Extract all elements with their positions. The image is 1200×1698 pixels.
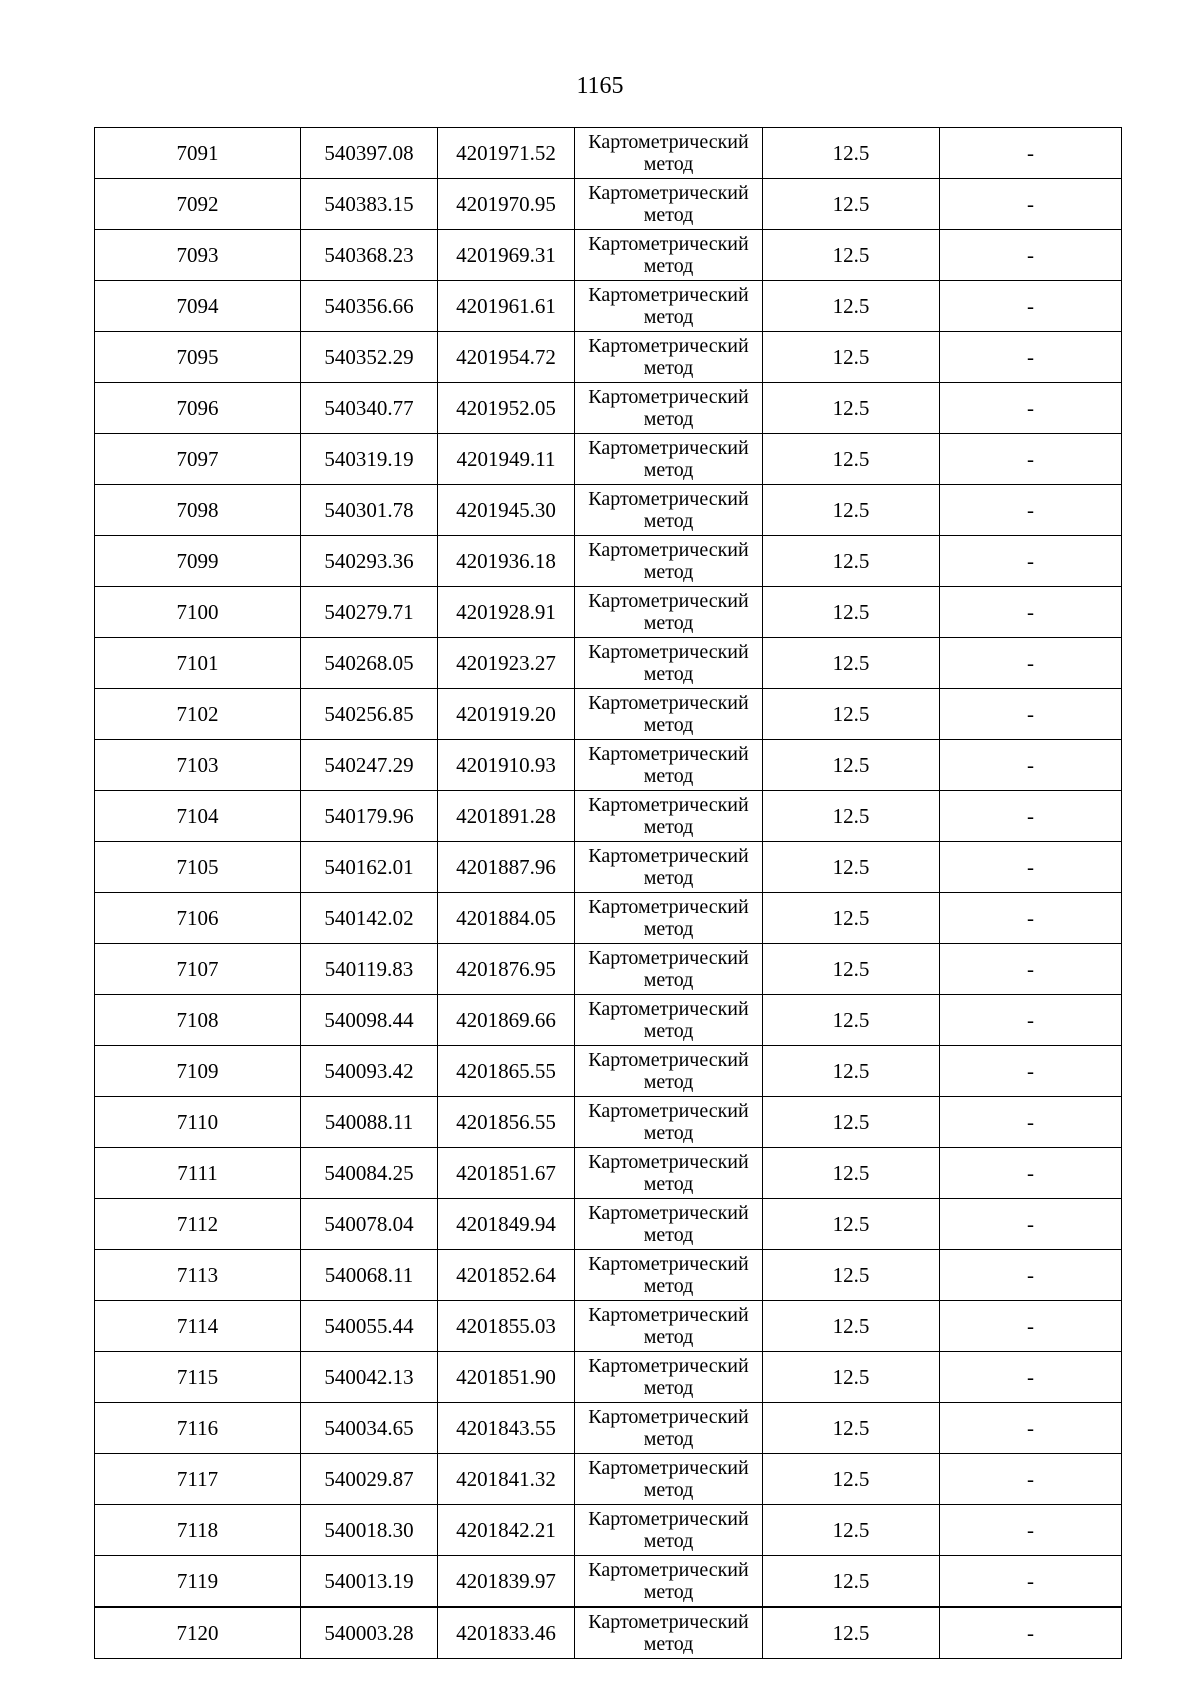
point-number-cell: 7095 bbox=[95, 332, 301, 383]
point-number-cell: 7109 bbox=[95, 1046, 301, 1097]
accuracy-cell: 12.5 bbox=[763, 281, 940, 332]
accuracy-cell: 12.5 bbox=[763, 893, 940, 944]
y-coordinate-cell: 4201841.32 bbox=[438, 1454, 575, 1505]
method-cell bbox=[575, 128, 763, 179]
accuracy-cell: 12.5 bbox=[763, 1352, 940, 1403]
method-line-1: Картометрический bbox=[588, 947, 749, 969]
method-line-2: метод bbox=[643, 1633, 694, 1655]
x-coordinate-cell: 540055.44 bbox=[301, 1301, 438, 1352]
table-row bbox=[95, 842, 1122, 893]
method-cell bbox=[575, 1046, 763, 1097]
accuracy-cell: 12.5 bbox=[763, 638, 940, 689]
x-coordinate-cell: 540356.66 bbox=[301, 281, 438, 332]
table-row bbox=[95, 995, 1122, 1046]
note-cell: - bbox=[940, 1556, 1122, 1608]
method-cell bbox=[575, 587, 763, 638]
method-line-2: метод bbox=[643, 663, 694, 685]
point-number-cell: 7106 bbox=[95, 893, 301, 944]
method-line-1: Картометрический bbox=[588, 692, 749, 714]
y-coordinate-cell: 4201855.03 bbox=[438, 1301, 575, 1352]
accuracy-cell: 12.5 bbox=[763, 1607, 940, 1659]
method-cell bbox=[575, 893, 763, 944]
method-line-1: Картометрический bbox=[588, 998, 749, 1020]
x-coordinate-cell: 540279.71 bbox=[301, 587, 438, 638]
note-cell: - bbox=[940, 383, 1122, 434]
table-row bbox=[95, 230, 1122, 281]
note-cell: - bbox=[940, 536, 1122, 587]
accuracy-cell: 12.5 bbox=[763, 128, 940, 179]
x-coordinate-cell: 540368.23 bbox=[301, 230, 438, 281]
y-coordinate-cell: 4201919.20 bbox=[438, 689, 575, 740]
accuracy-cell: 12.5 bbox=[763, 536, 940, 587]
method-cell bbox=[575, 995, 763, 1046]
point-number-cell: 7103 bbox=[95, 740, 301, 791]
x-coordinate-cell: 540034.65 bbox=[301, 1403, 438, 1454]
point-number-cell: 7112 bbox=[95, 1199, 301, 1250]
method-line-1: Картометрический bbox=[588, 1202, 749, 1224]
point-number-cell: 7107 bbox=[95, 944, 301, 995]
table-row bbox=[95, 1301, 1122, 1352]
point-number-cell: 7119 bbox=[95, 1556, 301, 1608]
method-cell bbox=[575, 434, 763, 485]
accuracy-cell: 12.5 bbox=[763, 332, 940, 383]
table-row bbox=[95, 1607, 1122, 1659]
accuracy-cell: 12.5 bbox=[763, 230, 940, 281]
method-line-1: Картометрический bbox=[588, 1611, 749, 1633]
method-cell bbox=[575, 791, 763, 842]
method-cell bbox=[575, 179, 763, 230]
method-cell bbox=[575, 1454, 763, 1505]
y-coordinate-cell: 4201952.05 bbox=[438, 383, 575, 434]
x-coordinate-cell: 540268.05 bbox=[301, 638, 438, 689]
method-cell bbox=[575, 1148, 763, 1199]
point-number-cell: 7101 bbox=[95, 638, 301, 689]
method-cell bbox=[575, 1352, 763, 1403]
method-line-2: метод bbox=[643, 1224, 694, 1246]
point-number-cell: 7093 bbox=[95, 230, 301, 281]
x-coordinate-cell: 540247.29 bbox=[301, 740, 438, 791]
point-number-cell: 7113 bbox=[95, 1250, 301, 1301]
method-cell bbox=[575, 1301, 763, 1352]
point-number-cell: 7108 bbox=[95, 995, 301, 1046]
method-line-1: Картометрический bbox=[588, 284, 749, 306]
y-coordinate-cell: 4201839.97 bbox=[438, 1556, 575, 1608]
accuracy-cell: 12.5 bbox=[763, 740, 940, 791]
table-row bbox=[95, 1148, 1122, 1199]
y-coordinate-cell: 4201833.46 bbox=[438, 1607, 575, 1659]
x-coordinate-cell: 540142.02 bbox=[301, 893, 438, 944]
point-number-cell: 7102 bbox=[95, 689, 301, 740]
method-line-2: метод bbox=[643, 765, 694, 787]
method-cell bbox=[575, 230, 763, 281]
table-row bbox=[95, 689, 1122, 740]
table-row bbox=[95, 179, 1122, 230]
accuracy-cell: 12.5 bbox=[763, 1250, 940, 1301]
accuracy-cell: 12.5 bbox=[763, 1454, 940, 1505]
method-cell bbox=[575, 1556, 763, 1608]
y-coordinate-cell: 4201910.93 bbox=[438, 740, 575, 791]
note-cell: - bbox=[940, 944, 1122, 995]
table-row bbox=[95, 1403, 1122, 1454]
x-coordinate-cell: 540352.29 bbox=[301, 332, 438, 383]
table-row bbox=[95, 740, 1122, 791]
x-coordinate-cell: 540119.83 bbox=[301, 944, 438, 995]
accuracy-cell: 12.5 bbox=[763, 995, 940, 1046]
method-cell bbox=[575, 1250, 763, 1301]
x-coordinate-cell: 540319.19 bbox=[301, 434, 438, 485]
note-cell: - bbox=[940, 1046, 1122, 1097]
table-row bbox=[95, 893, 1122, 944]
method-line-2: метод bbox=[643, 816, 694, 838]
y-coordinate-cell: 4201884.05 bbox=[438, 893, 575, 944]
x-coordinate-cell: 540068.11 bbox=[301, 1250, 438, 1301]
x-coordinate-cell: 540029.87 bbox=[301, 1454, 438, 1505]
y-coordinate-cell: 4201849.94 bbox=[438, 1199, 575, 1250]
accuracy-cell: 12.5 bbox=[763, 1148, 940, 1199]
table-row bbox=[95, 128, 1122, 179]
x-coordinate-cell: 540003.28 bbox=[301, 1607, 438, 1659]
method-cell bbox=[575, 1097, 763, 1148]
coordinates-table-body bbox=[95, 128, 1122, 1659]
point-number-cell: 7092 bbox=[95, 179, 301, 230]
method-cell bbox=[575, 485, 763, 536]
note-cell: - bbox=[940, 1199, 1122, 1250]
accuracy-cell: 12.5 bbox=[763, 1403, 940, 1454]
accuracy-cell: 12.5 bbox=[763, 179, 940, 230]
method-line-2: метод bbox=[643, 204, 694, 226]
method-line-2: метод bbox=[643, 561, 694, 583]
note-cell: - bbox=[940, 893, 1122, 944]
y-coordinate-cell: 4201869.66 bbox=[438, 995, 575, 1046]
method-cell bbox=[575, 281, 763, 332]
y-coordinate-cell: 4201945.30 bbox=[438, 485, 575, 536]
method-cell bbox=[575, 1607, 763, 1659]
method-line-2: метод bbox=[643, 1020, 694, 1042]
table-row bbox=[95, 944, 1122, 995]
method-line-2: метод bbox=[643, 1122, 694, 1144]
table-row bbox=[95, 1199, 1122, 1250]
method-line-2: метод bbox=[643, 1173, 694, 1195]
table-row bbox=[95, 791, 1122, 842]
method-line-2: метод bbox=[643, 357, 694, 379]
method-line-1: Картометрический bbox=[588, 1457, 749, 1479]
table-row bbox=[95, 434, 1122, 485]
method-cell bbox=[575, 944, 763, 995]
accuracy-cell: 12.5 bbox=[763, 791, 940, 842]
table-row bbox=[95, 1556, 1122, 1608]
accuracy-cell: 12.5 bbox=[763, 1505, 940, 1556]
x-coordinate-cell: 540078.04 bbox=[301, 1199, 438, 1250]
y-coordinate-cell: 4201923.27 bbox=[438, 638, 575, 689]
method-line-2: метод bbox=[643, 408, 694, 430]
accuracy-cell: 12.5 bbox=[763, 485, 940, 536]
method-line-1: Картометрический bbox=[588, 386, 749, 408]
method-line-1: Картометрический bbox=[588, 437, 749, 459]
note-cell: - bbox=[940, 1301, 1122, 1352]
method-line-1: Картометрический bbox=[588, 794, 749, 816]
point-number-cell: 7114 bbox=[95, 1301, 301, 1352]
y-coordinate-cell: 4201936.18 bbox=[438, 536, 575, 587]
method-line-1: Картометрический bbox=[588, 539, 749, 561]
method-line-2: метод bbox=[643, 153, 694, 175]
method-line-1: Картометрический bbox=[588, 590, 749, 612]
method-cell bbox=[575, 536, 763, 587]
y-coordinate-cell: 4201969.31 bbox=[438, 230, 575, 281]
table-row bbox=[95, 1097, 1122, 1148]
note-cell: - bbox=[940, 434, 1122, 485]
method-cell bbox=[575, 1505, 763, 1556]
y-coordinate-cell: 4201876.95 bbox=[438, 944, 575, 995]
table-row bbox=[95, 536, 1122, 587]
note-cell: - bbox=[940, 1403, 1122, 1454]
note-cell: - bbox=[940, 791, 1122, 842]
accuracy-cell: 12.5 bbox=[763, 383, 940, 434]
note-cell: - bbox=[940, 1505, 1122, 1556]
accuracy-cell: 12.5 bbox=[763, 1556, 940, 1608]
y-coordinate-cell: 4201843.55 bbox=[438, 1403, 575, 1454]
y-coordinate-cell: 4201971.52 bbox=[438, 128, 575, 179]
table-row bbox=[95, 332, 1122, 383]
note-cell: - bbox=[940, 1097, 1122, 1148]
y-coordinate-cell: 4201865.55 bbox=[438, 1046, 575, 1097]
note-cell: - bbox=[940, 1607, 1122, 1659]
x-coordinate-cell: 540179.96 bbox=[301, 791, 438, 842]
method-line-2: метод bbox=[643, 1071, 694, 1093]
point-number-cell: 7117 bbox=[95, 1454, 301, 1505]
method-cell bbox=[575, 842, 763, 893]
table-row bbox=[95, 1505, 1122, 1556]
note-cell: - bbox=[940, 230, 1122, 281]
method-line-1: Картометрический bbox=[588, 1253, 749, 1275]
accuracy-cell: 12.5 bbox=[763, 587, 940, 638]
note-cell: - bbox=[940, 1148, 1122, 1199]
method-line-1: Картометрический bbox=[588, 1049, 749, 1071]
method-line-2: метод bbox=[643, 1377, 694, 1399]
accuracy-cell: 12.5 bbox=[763, 434, 940, 485]
method-cell bbox=[575, 332, 763, 383]
x-coordinate-cell: 540098.44 bbox=[301, 995, 438, 1046]
method-line-2: метод bbox=[643, 1530, 694, 1552]
y-coordinate-cell: 4201970.95 bbox=[438, 179, 575, 230]
note-cell: - bbox=[940, 740, 1122, 791]
y-coordinate-cell: 4201954.72 bbox=[438, 332, 575, 383]
table-row bbox=[95, 587, 1122, 638]
table-row bbox=[95, 383, 1122, 434]
point-number-cell: 7115 bbox=[95, 1352, 301, 1403]
x-coordinate-cell: 540013.19 bbox=[301, 1556, 438, 1608]
point-number-cell: 7118 bbox=[95, 1505, 301, 1556]
point-number-cell: 7105 bbox=[95, 842, 301, 893]
method-line-2: метод bbox=[643, 969, 694, 991]
x-coordinate-cell: 540084.25 bbox=[301, 1148, 438, 1199]
accuracy-cell: 12.5 bbox=[763, 1097, 940, 1148]
method-line-2: метод bbox=[643, 1275, 694, 1297]
method-line-2: метод bbox=[643, 1428, 694, 1450]
x-coordinate-cell: 540088.11 bbox=[301, 1097, 438, 1148]
method-line-1: Картометрический bbox=[588, 1508, 749, 1530]
point-number-cell: 7094 bbox=[95, 281, 301, 332]
note-cell: - bbox=[940, 332, 1122, 383]
method-cell bbox=[575, 383, 763, 434]
x-coordinate-cell: 540162.01 bbox=[301, 842, 438, 893]
point-number-cell: 7116 bbox=[95, 1403, 301, 1454]
y-coordinate-cell: 4201928.91 bbox=[438, 587, 575, 638]
method-line-2: метод bbox=[643, 867, 694, 889]
method-cell bbox=[575, 740, 763, 791]
method-line-2: метод bbox=[643, 459, 694, 481]
y-coordinate-cell: 4201891.28 bbox=[438, 791, 575, 842]
y-coordinate-cell: 4201852.64 bbox=[438, 1250, 575, 1301]
method-line-1: Картометрический bbox=[588, 896, 749, 918]
table-row bbox=[95, 1454, 1122, 1505]
method-line-1: Картометрический bbox=[588, 743, 749, 765]
note-cell: - bbox=[940, 485, 1122, 536]
x-coordinate-cell: 540383.15 bbox=[301, 179, 438, 230]
point-number-cell: 7099 bbox=[95, 536, 301, 587]
coordinates-table bbox=[94, 127, 1122, 1659]
point-number-cell: 7111 bbox=[95, 1148, 301, 1199]
x-coordinate-cell: 540340.77 bbox=[301, 383, 438, 434]
note-cell: - bbox=[940, 995, 1122, 1046]
note-cell: - bbox=[940, 1454, 1122, 1505]
method-line-1: Картометрический bbox=[588, 233, 749, 255]
method-line-1: Картометрический bbox=[588, 641, 749, 663]
method-line-2: метод bbox=[643, 1479, 694, 1501]
y-coordinate-cell: 4201887.96 bbox=[438, 842, 575, 893]
table-row bbox=[95, 1250, 1122, 1301]
note-cell: - bbox=[940, 638, 1122, 689]
method-line-1: Картометрический bbox=[588, 1355, 749, 1377]
x-coordinate-cell: 540293.36 bbox=[301, 536, 438, 587]
x-coordinate-cell: 540042.13 bbox=[301, 1352, 438, 1403]
y-coordinate-cell: 4201961.61 bbox=[438, 281, 575, 332]
note-cell: - bbox=[940, 689, 1122, 740]
note-cell: - bbox=[940, 1250, 1122, 1301]
note-cell: - bbox=[940, 281, 1122, 332]
x-coordinate-cell: 540256.85 bbox=[301, 689, 438, 740]
accuracy-cell: 12.5 bbox=[763, 1199, 940, 1250]
note-cell: - bbox=[940, 587, 1122, 638]
point-number-cell: 7098 bbox=[95, 485, 301, 536]
accuracy-cell: 12.5 bbox=[763, 1301, 940, 1352]
method-line-1: Картометрический bbox=[588, 1406, 749, 1428]
method-line-1: Картометрический bbox=[588, 182, 749, 204]
method-line-1: Картометрический bbox=[588, 845, 749, 867]
method-cell bbox=[575, 1199, 763, 1250]
note-cell: - bbox=[940, 128, 1122, 179]
point-number-cell: 7104 bbox=[95, 791, 301, 842]
method-cell bbox=[575, 689, 763, 740]
method-line-2: метод bbox=[643, 306, 694, 328]
method-line-1: Картометрический bbox=[588, 1559, 749, 1581]
method-line-1: Картометрический bbox=[588, 131, 749, 153]
y-coordinate-cell: 4201851.90 bbox=[438, 1352, 575, 1403]
point-number-cell: 7096 bbox=[95, 383, 301, 434]
y-coordinate-cell: 4201842.21 bbox=[438, 1505, 575, 1556]
y-coordinate-cell: 4201949.11 bbox=[438, 434, 575, 485]
table-row bbox=[95, 638, 1122, 689]
x-coordinate-cell: 540018.30 bbox=[301, 1505, 438, 1556]
y-coordinate-cell: 4201851.67 bbox=[438, 1148, 575, 1199]
point-number-cell: 7100 bbox=[95, 587, 301, 638]
table-row bbox=[95, 281, 1122, 332]
point-number-cell: 7110 bbox=[95, 1097, 301, 1148]
method-line-2: метод bbox=[643, 918, 694, 940]
note-cell: - bbox=[940, 179, 1122, 230]
method-line-2: метод bbox=[643, 255, 694, 277]
method-line-1: Картометрический bbox=[588, 335, 749, 357]
page-number: 1165 bbox=[576, 73, 624, 99]
table-row bbox=[95, 1352, 1122, 1403]
point-number-cell: 7091 bbox=[95, 128, 301, 179]
method-line-2: метод bbox=[643, 510, 694, 532]
table-row bbox=[95, 485, 1122, 536]
x-coordinate-cell: 540301.78 bbox=[301, 485, 438, 536]
method-line-1: Картометрический bbox=[588, 1151, 749, 1173]
method-line-2: метод bbox=[643, 1326, 694, 1348]
table-row bbox=[95, 1046, 1122, 1097]
method-line-2: метод bbox=[643, 714, 694, 736]
method-line-2: метод bbox=[643, 1581, 694, 1603]
method-line-1: Картометрический bbox=[588, 488, 749, 510]
point-number-cell: 7097 bbox=[95, 434, 301, 485]
x-coordinate-cell: 540397.08 bbox=[301, 128, 438, 179]
method-cell bbox=[575, 638, 763, 689]
note-cell: - bbox=[940, 1352, 1122, 1403]
method-cell bbox=[575, 1403, 763, 1454]
method-line-1: Картометрический bbox=[588, 1100, 749, 1122]
method-line-1: Картометрический bbox=[588, 1304, 749, 1326]
accuracy-cell: 12.5 bbox=[763, 689, 940, 740]
note-cell: - bbox=[940, 842, 1122, 893]
accuracy-cell: 12.5 bbox=[763, 1046, 940, 1097]
method-line-2: метод bbox=[643, 612, 694, 634]
point-number-cell: 7120 bbox=[95, 1607, 301, 1659]
x-coordinate-cell: 540093.42 bbox=[301, 1046, 438, 1097]
accuracy-cell: 12.5 bbox=[763, 842, 940, 893]
accuracy-cell: 12.5 bbox=[763, 944, 940, 995]
y-coordinate-cell: 4201856.55 bbox=[438, 1097, 575, 1148]
